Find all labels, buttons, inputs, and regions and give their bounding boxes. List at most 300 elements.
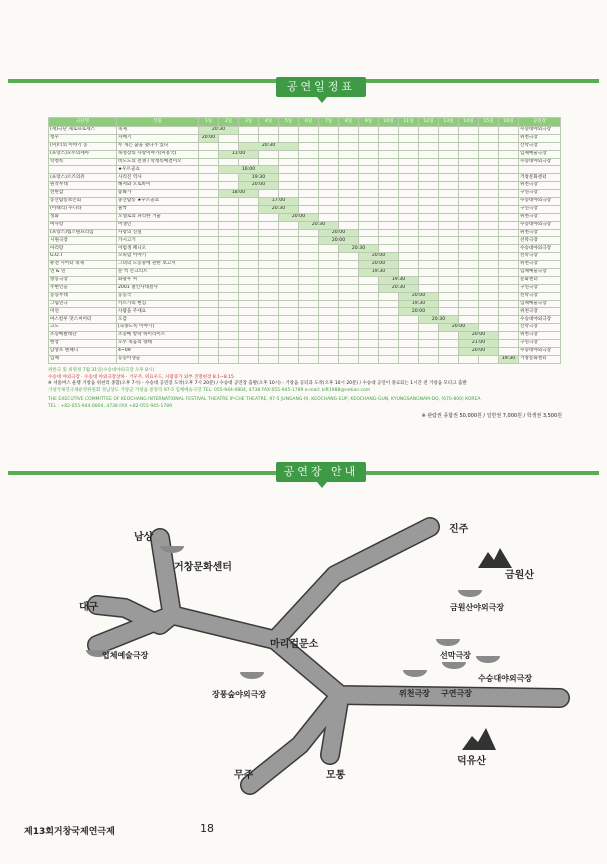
day-cell	[299, 127, 319, 135]
day-cell	[299, 142, 319, 150]
day-cell	[339, 300, 359, 308]
day-cell	[199, 261, 219, 269]
day-cell	[319, 261, 339, 269]
company-cell: 동산탐롱보존회	[49, 198, 117, 206]
work-cell: 축제	[117, 127, 199, 135]
schedule-row	[49, 269, 561, 277]
notes-line-2: 수승대 야외극장 · 수승대 야외극장상하 · 거우주, 위표우드, 사람중가 외부 진열현장 8.1~8.15	[48, 374, 234, 380]
performance-time: 20:00	[319, 229, 359, 237]
day-cell	[279, 182, 299, 190]
schedule-row	[49, 205, 561, 213]
day-cell	[439, 253, 459, 261]
day-cell	[459, 221, 479, 229]
day-cell	[399, 355, 419, 363]
performance-time: 19:30	[399, 300, 439, 308]
day-cell	[399, 269, 419, 277]
venue-cell: 산막극장	[519, 324, 561, 332]
day-cell	[379, 213, 399, 221]
performance-time: 21:00	[459, 340, 499, 348]
schedule-header-cell: 8일	[339, 118, 359, 127]
notes-line-5: THE EXECUTIVE COMMITTEE OF KEOCHANG INTERNATIONAL FESTIVAL THEATRE IP-CHE THEATRE, 97-5 JUNGANG-RI, KEOCHANG-EUP, KEOCHANG-GUN, KYUNGSANGNAM-DO, (670-800) KOREA	[48, 397, 481, 403]
schedule-row	[49, 292, 561, 300]
schedule-header-cell: 4일	[259, 118, 279, 127]
schedule-header-cell: 6일	[299, 118, 319, 127]
venue-cell: 수승대야외극장	[519, 245, 561, 253]
day-cell	[239, 300, 259, 308]
day-cell	[479, 127, 499, 135]
schedule-row	[49, 332, 561, 340]
day-cell	[319, 253, 339, 261]
schedule-row	[49, 166, 561, 174]
venue-cell: 구연극장	[519, 340, 561, 348]
work-cell: 사리진 역사	[117, 174, 199, 182]
day-cell	[359, 276, 379, 284]
day-cell	[259, 269, 279, 277]
schedule-row	[49, 253, 561, 261]
day-cell	[479, 284, 499, 292]
map-label-wicheon: 위천극장	[399, 689, 430, 698]
day-cell	[299, 292, 319, 300]
day-cell	[379, 158, 399, 166]
work-cell: 등동아생들	[117, 355, 199, 363]
work-cell: 카르가의 변심	[117, 300, 199, 308]
schedule-row	[49, 229, 561, 237]
day-cell	[199, 300, 219, 308]
day-cell	[239, 276, 259, 284]
day-cell	[479, 261, 499, 269]
venue-cell: 수승대야외극장	[519, 158, 561, 166]
day-cell	[279, 158, 299, 166]
day-cell	[379, 205, 399, 213]
schedule-row	[49, 324, 561, 332]
schedule-header-cell: 13일	[439, 118, 459, 127]
day-cell	[259, 276, 279, 284]
day-cell	[319, 245, 339, 253]
day-cell	[499, 300, 519, 308]
day-cell	[459, 158, 479, 166]
day-cell	[259, 190, 279, 198]
day-cell	[279, 355, 299, 363]
venue-cell: 선막극장	[519, 237, 561, 245]
work-cell: 사람을 주세요	[117, 308, 199, 316]
day-cell	[219, 292, 239, 300]
day-cell	[219, 245, 239, 253]
schedule-header-cell: 극단명	[49, 118, 117, 127]
company-cell: 시원극장	[49, 237, 117, 245]
day-cell	[419, 245, 439, 253]
day-cell	[279, 237, 299, 245]
day-cell	[439, 174, 459, 182]
day-cell	[359, 237, 379, 245]
day-cell	[359, 347, 379, 355]
day-cell	[419, 269, 439, 277]
day-cell	[299, 253, 319, 261]
day-cell	[219, 221, 239, 229]
day-cell	[419, 276, 439, 284]
day-cell	[339, 347, 359, 355]
day-cell	[319, 269, 339, 277]
company-cell: (재)극단 제로프로세스	[49, 127, 117, 135]
venue-cell: 문화센터	[519, 276, 561, 284]
performance-time: 20:00	[359, 253, 399, 261]
company-cell: 동승무대	[49, 292, 117, 300]
day-cell	[419, 142, 439, 150]
day-cell	[199, 308, 219, 316]
day-cell	[279, 245, 299, 253]
day-cell	[299, 284, 319, 292]
day-cell	[459, 182, 479, 190]
day-cell	[339, 158, 359, 166]
day-cell	[199, 142, 219, 150]
day-cell	[399, 229, 419, 237]
schedule-row	[49, 198, 561, 206]
performance-time: 20:30	[199, 127, 239, 135]
schedule-row	[49, 213, 561, 221]
schedule-row	[49, 308, 561, 316]
work-cell: ★우르골쇼	[117, 166, 199, 174]
day-cell	[319, 166, 339, 174]
venue-cell: 거창문화센터	[519, 355, 561, 363]
day-cell	[319, 308, 339, 316]
schedule-row	[49, 150, 561, 158]
day-cell	[239, 221, 259, 229]
day-cell	[499, 134, 519, 142]
day-cell	[239, 292, 259, 300]
performance-time: 19:30	[379, 276, 419, 284]
day-cell	[259, 332, 279, 340]
day-cell	[319, 300, 339, 308]
day-cell	[359, 134, 379, 142]
schedule-header-cell: 9일	[359, 118, 379, 127]
day-cell	[379, 150, 399, 158]
day-cell	[299, 340, 319, 348]
company-cell: G.O.T	[49, 253, 117, 261]
day-cell	[419, 158, 439, 166]
day-cell	[439, 134, 459, 142]
performance-time: 20:00	[439, 324, 479, 332]
day-cell	[219, 253, 239, 261]
day-cell	[259, 261, 279, 269]
notes-line-1: 위한극 및 위원정 7월 31일(수승대야외극장 오후 8시)	[48, 368, 155, 373]
day-cell	[219, 316, 239, 324]
performance-time: 20:00	[459, 332, 499, 340]
day-cell	[339, 316, 359, 324]
day-cell	[399, 182, 419, 190]
company-cell: 원작무대	[49, 182, 117, 190]
day-cell	[199, 221, 219, 229]
day-cell	[259, 316, 279, 324]
day-cell	[239, 198, 259, 206]
day-cell	[359, 198, 379, 206]
day-cell	[199, 213, 219, 221]
performance-time: 19:30	[499, 355, 519, 363]
schedule-row	[49, 300, 561, 308]
schedule-row	[49, 182, 561, 190]
schedule-row	[49, 221, 561, 229]
schedule-row	[49, 355, 561, 363]
day-cell	[259, 300, 279, 308]
day-cell	[479, 269, 499, 277]
day-cell	[259, 253, 279, 261]
day-cell	[199, 166, 219, 174]
performance-time: 16:00	[219, 166, 279, 174]
day-cell	[239, 284, 259, 292]
day-cell	[339, 166, 359, 174]
day-cell	[259, 158, 279, 166]
day-cell	[439, 292, 459, 300]
day-cell	[439, 332, 459, 340]
day-cell	[459, 261, 479, 269]
day-cell	[359, 182, 379, 190]
map-label-majang: 마리걸문소	[270, 639, 319, 650]
day-cell	[499, 174, 519, 182]
day-cell	[299, 182, 319, 190]
day-cell	[439, 213, 459, 221]
schedule-header-cell: 16일	[499, 118, 519, 127]
day-cell	[479, 198, 499, 206]
day-cell	[239, 340, 259, 348]
day-cell	[379, 316, 399, 324]
performance-time: 20:00	[359, 261, 399, 269]
day-cell	[279, 127, 299, 135]
day-cell	[459, 166, 479, 174]
day-cell	[299, 269, 319, 277]
day-cell	[459, 205, 479, 213]
day-cell	[479, 229, 499, 237]
day-cell	[199, 198, 219, 206]
day-cell	[339, 284, 359, 292]
day-cell	[359, 332, 379, 340]
day-cell	[199, 150, 219, 158]
venue-cell: 거창문화센터	[519, 174, 561, 182]
day-cell	[359, 190, 379, 198]
day-cell	[419, 205, 439, 213]
day-cell	[379, 324, 399, 332]
schedule-row	[49, 276, 561, 284]
performance-time: 20:30	[419, 316, 459, 324]
day-cell	[379, 190, 399, 198]
work-cell: 오두 죽음의 향쇄	[117, 340, 199, 348]
day-cell	[399, 134, 419, 142]
work-cell: 물짝	[117, 205, 199, 213]
day-cell	[239, 261, 259, 269]
day-cell	[339, 127, 359, 135]
day-cell	[399, 142, 419, 150]
map-label-muju: 무주	[234, 770, 254, 781]
performance-time: 18:00	[219, 190, 259, 198]
day-cell	[279, 316, 299, 324]
company-cell: 아리랑	[49, 245, 117, 253]
day-cell	[459, 253, 479, 261]
day-cell	[419, 237, 439, 245]
company-cell: (이태리) 우니타	[49, 205, 117, 213]
day-cell	[259, 213, 279, 221]
day-cell	[299, 308, 319, 316]
schedule-header-cell: 15일	[479, 118, 499, 127]
theatre-icon	[403, 670, 427, 677]
day-cell	[279, 253, 299, 261]
day-cell	[339, 174, 359, 182]
day-cell	[499, 253, 519, 261]
company-cell: 입체	[49, 355, 117, 363]
day-cell	[399, 347, 419, 355]
day-cell	[399, 316, 419, 324]
day-cell	[499, 190, 519, 198]
day-cell	[299, 347, 319, 355]
day-cell	[219, 158, 239, 166]
day-cell	[299, 245, 319, 253]
day-cell	[259, 229, 279, 237]
work-cell: 가시고기	[117, 237, 199, 245]
performance-time: 20:00	[399, 308, 439, 316]
day-cell	[419, 127, 439, 135]
day-cell	[219, 237, 239, 245]
day-cell	[259, 284, 279, 292]
day-cell	[339, 332, 359, 340]
work-cell: 사랑의 진실	[117, 229, 199, 237]
day-cell	[299, 166, 319, 174]
day-cell	[439, 142, 459, 150]
company-cell: 남상포 렌패니	[49, 347, 117, 355]
schedule-header-cell: 11일	[399, 118, 419, 127]
day-cell	[459, 284, 479, 292]
day-cell	[439, 355, 459, 363]
day-cell	[299, 355, 319, 363]
day-cell	[299, 324, 319, 332]
schedule-row	[49, 237, 561, 245]
festival-logo-text: 제13회거창국제연극제	[24, 827, 115, 837]
day-cell	[259, 324, 279, 332]
day-cell	[419, 324, 439, 332]
day-cell	[319, 142, 339, 150]
day-cell	[419, 347, 439, 355]
day-cell	[379, 127, 399, 135]
day-cell	[459, 276, 479, 284]
day-cell	[319, 213, 339, 221]
day-cell	[479, 182, 499, 190]
venue-cell: 수승대야외극장	[519, 127, 561, 135]
day-cell	[199, 316, 219, 324]
schedule-notes	[48, 368, 560, 411]
company-cell: (프랑스)모두의세아	[49, 150, 117, 158]
company-cell: 전한삼	[49, 190, 117, 198]
day-cell	[219, 134, 239, 142]
company-cell: 그림연극	[49, 300, 117, 308]
schedule-title: 공연일정표	[276, 77, 366, 97]
day-cell	[459, 269, 479, 277]
page-number: 18	[200, 822, 214, 835]
day-cell	[479, 190, 499, 198]
schedule-row	[49, 261, 561, 269]
day-cell	[439, 269, 459, 277]
day-cell	[399, 158, 419, 166]
day-cell	[379, 142, 399, 150]
day-cell	[499, 166, 519, 174]
performance-time: 20:30	[299, 221, 339, 229]
day-cell	[419, 190, 439, 198]
performance-time: 20:00	[199, 134, 219, 142]
schedule-row	[49, 142, 561, 150]
day-cell	[299, 300, 319, 308]
day-cell	[279, 261, 299, 269]
performance-time: 20:00	[459, 347, 499, 355]
day-cell	[479, 221, 499, 229]
day-cell	[259, 221, 279, 229]
day-cell	[219, 229, 239, 237]
schedule-header-row	[49, 118, 561, 127]
day-cell	[479, 134, 499, 142]
day-cell	[399, 127, 419, 135]
day-cell	[499, 198, 519, 206]
day-cell	[359, 292, 379, 300]
day-cell	[359, 174, 379, 182]
day-cell	[359, 166, 379, 174]
work-cell: 오셀로의 파리한 거울	[117, 213, 199, 221]
day-cell	[339, 253, 359, 261]
day-cell	[319, 134, 339, 142]
schedule-header-cell: 1일	[199, 118, 219, 127]
work-cell: 중산탐롱 ★우르골쇼	[117, 198, 199, 206]
day-cell	[399, 245, 419, 253]
work-cell: 그녀의 노동중에 관한 보고서	[117, 261, 199, 269]
company-cell: 조승메발레단	[49, 332, 117, 340]
day-cell	[219, 355, 239, 363]
day-cell	[339, 190, 359, 198]
company-cell: 청우	[49, 134, 117, 142]
day-cell	[479, 308, 499, 316]
performance-time: 20:00	[399, 292, 439, 300]
day-cell	[459, 213, 479, 221]
day-cell	[319, 347, 339, 355]
venue-cell: 위천극장	[519, 182, 561, 190]
day-cell	[359, 205, 379, 213]
day-cell	[319, 205, 339, 213]
schedule-row	[49, 284, 561, 292]
day-cell	[299, 158, 319, 166]
day-cell	[239, 127, 259, 135]
venue-cell: 위천극장	[519, 308, 561, 316]
day-cell	[419, 166, 439, 174]
performance-time: 20:30	[379, 284, 419, 292]
day-cell	[299, 205, 319, 213]
day-cell	[499, 269, 519, 277]
day-cell	[199, 324, 219, 332]
day-cell	[279, 324, 299, 332]
day-cell	[279, 134, 299, 142]
performance-time: 20:30	[259, 205, 299, 213]
schedule-row	[49, 174, 561, 182]
theatre-icon	[240, 672, 264, 679]
day-cell	[339, 198, 359, 206]
day-cell	[259, 347, 279, 355]
day-cell	[499, 182, 519, 190]
day-cell	[499, 316, 519, 324]
day-cell	[199, 253, 219, 261]
theatre-icon	[476, 656, 500, 663]
day-cell	[439, 276, 459, 284]
day-cell	[499, 340, 519, 348]
notes-line-4: 거창국제연극제운영위원회 경남상도 거창군 거창읍 중앙리 97-5 입체예술극장 TEL: 055-944-0804, 4738 FAX:055-945-1789 e-mail: kift1988@netian.com	[48, 387, 371, 393]
day-cell	[319, 174, 339, 182]
day-cell	[339, 221, 359, 229]
day-cell	[399, 261, 419, 269]
day-cell	[399, 332, 419, 340]
day-cell	[219, 174, 239, 182]
performance-time: 20:30	[339, 245, 379, 253]
schedule-row	[49, 340, 561, 348]
company-cell: 퓨전 시어터 축제	[49, 261, 117, 269]
map-label-geochang-center: 거창문화센터	[174, 562, 232, 573]
